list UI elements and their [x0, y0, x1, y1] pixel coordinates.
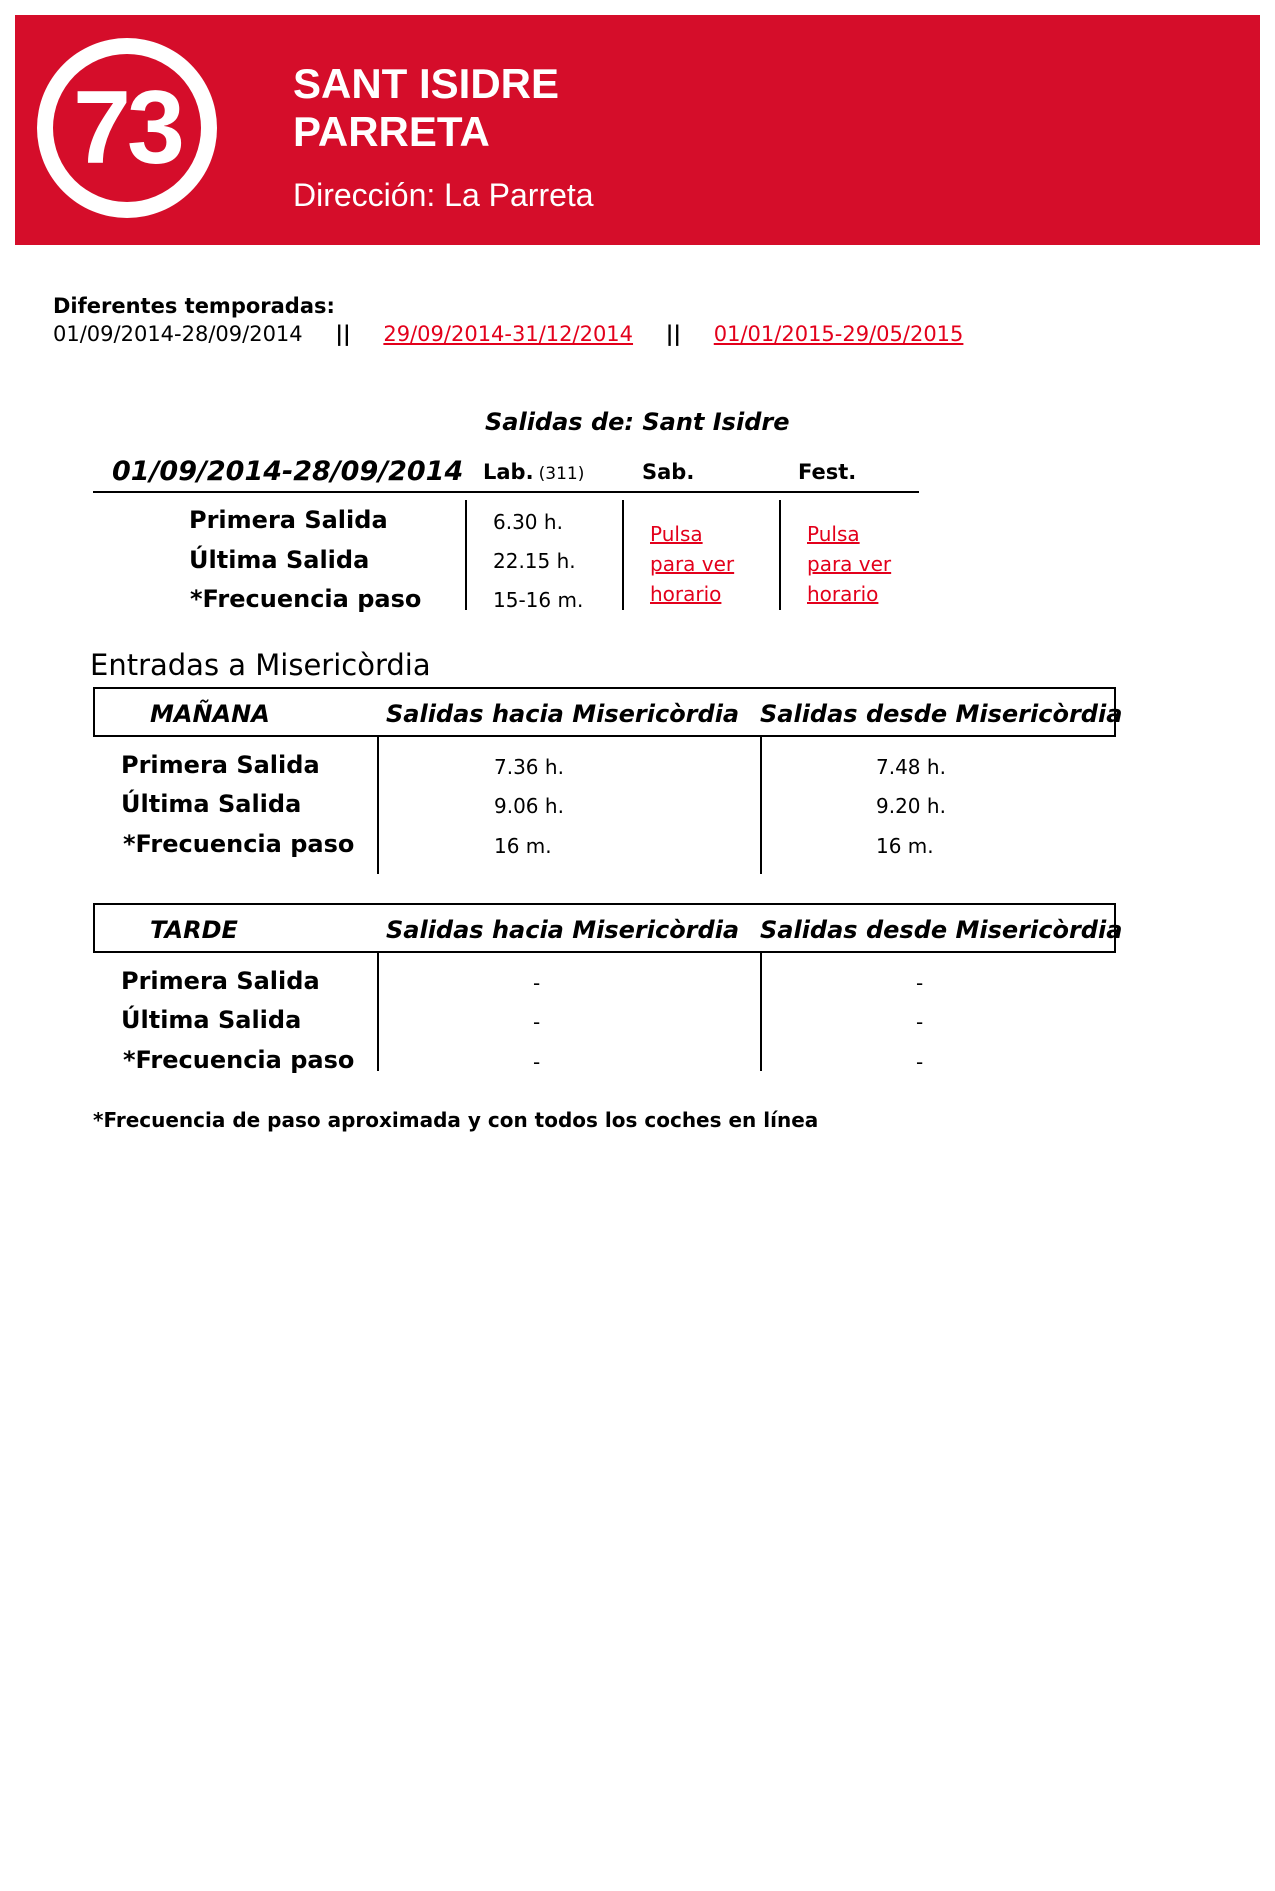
season-link-2[interactable]: 01/01/2015-29/05/2015 [713, 322, 964, 346]
tarde-label: TARDE [150, 916, 238, 944]
season-link-1[interactable]: 29/09/2014-31/12/2014 [383, 322, 634, 346]
line-number-badge-inner [53, 54, 201, 202]
line-number-badge [37, 38, 217, 218]
fest-schedule-link[interactable]: Pulsa para ver horario [807, 522, 892, 606]
lab-value: 15-16 m. [493, 588, 584, 612]
desde-value: - [916, 971, 924, 995]
desde-value: - [916, 1010, 924, 1034]
departures-divider-1 [465, 500, 467, 610]
row-label: Última Salida [189, 546, 370, 574]
seasons-row [53, 322, 963, 346]
route-header [15, 15, 1260, 245]
row-label: *Frecuencia paso [123, 1046, 355, 1074]
route-title-origin: SANT ISIDRE [293, 60, 560, 107]
col-desde-header: Salidas desde Misericòrdia [760, 700, 1123, 728]
row-label: Última Salida [121, 790, 302, 818]
row-label: *Frecuencia paso [123, 830, 355, 858]
col-lab-label: Lab. [483, 460, 534, 484]
tarde-divider-1 [377, 953, 379, 1071]
col-hacia-header: Salidas hacia Misericòrdia [386, 700, 740, 728]
desde-value: - [916, 1050, 924, 1074]
row-label: Primera Salida [121, 751, 320, 779]
current-season: 01/09/2014-28/09/2014 [53, 322, 303, 346]
seasons-label: Diferentes temporadas: [53, 294, 335, 318]
lab-value: 6.30 h. [493, 510, 563, 534]
hacia-value: 16 m. [494, 834, 552, 858]
hacia-value: - [533, 971, 541, 995]
desde-value: 9.20 h. [876, 794, 946, 818]
col-lab-note: (311) [538, 464, 585, 484]
col-desde-header: Salidas desde Misericòrdia [760, 916, 1123, 944]
manana-label: MAÑANA [150, 700, 270, 728]
footnote: *Frecuencia de paso aproximada y con todos los coches en línea [93, 1108, 819, 1132]
manana-divider-1 [377, 737, 379, 874]
season-separator: || [665, 322, 682, 346]
line-number: 73 [73, 70, 181, 186]
hacia-value: - [533, 1050, 541, 1074]
departures-header-rule [93, 491, 919, 493]
hacia-value: 9.06 h. [494, 794, 564, 818]
col-hacia-header: Salidas hacia Misericòrdia [386, 916, 740, 944]
manana-divider-2 [760, 737, 762, 874]
tarde-divider-2 [760, 953, 762, 1071]
row-label: Primera Salida [189, 506, 388, 534]
hacia-value: - [533, 1010, 541, 1034]
row-label: Primera Salida [121, 967, 320, 995]
departures-period: 01/09/2014-28/09/2014 [112, 456, 464, 487]
lab-value: 22.15 h. [493, 549, 576, 573]
departures-divider-3 [779, 500, 781, 610]
route-title-destination: PARRETA [293, 108, 490, 155]
col-sab-header: Sab. [642, 460, 695, 484]
row-label: Última Salida [121, 1006, 302, 1034]
col-fest-header: Fest. [798, 460, 857, 484]
hacia-value: 7.36 h. [494, 755, 564, 779]
row-label: *Frecuencia paso [190, 585, 422, 613]
route-direction: Dirección: La Parreta [293, 177, 594, 213]
departures-divider-2 [622, 500, 624, 610]
sab-schedule-link[interactable]: Pulsa para ver horario [650, 522, 735, 606]
desde-value: 7.48 h. [876, 755, 946, 779]
departures-title: Salidas de: Sant Isidre [485, 408, 790, 436]
desde-value: 16 m. [876, 834, 934, 858]
col-lab-header [483, 460, 584, 484]
season-separator: || [335, 322, 351, 346]
entradas-title: Entradas a Misericòrdia [90, 648, 431, 682]
